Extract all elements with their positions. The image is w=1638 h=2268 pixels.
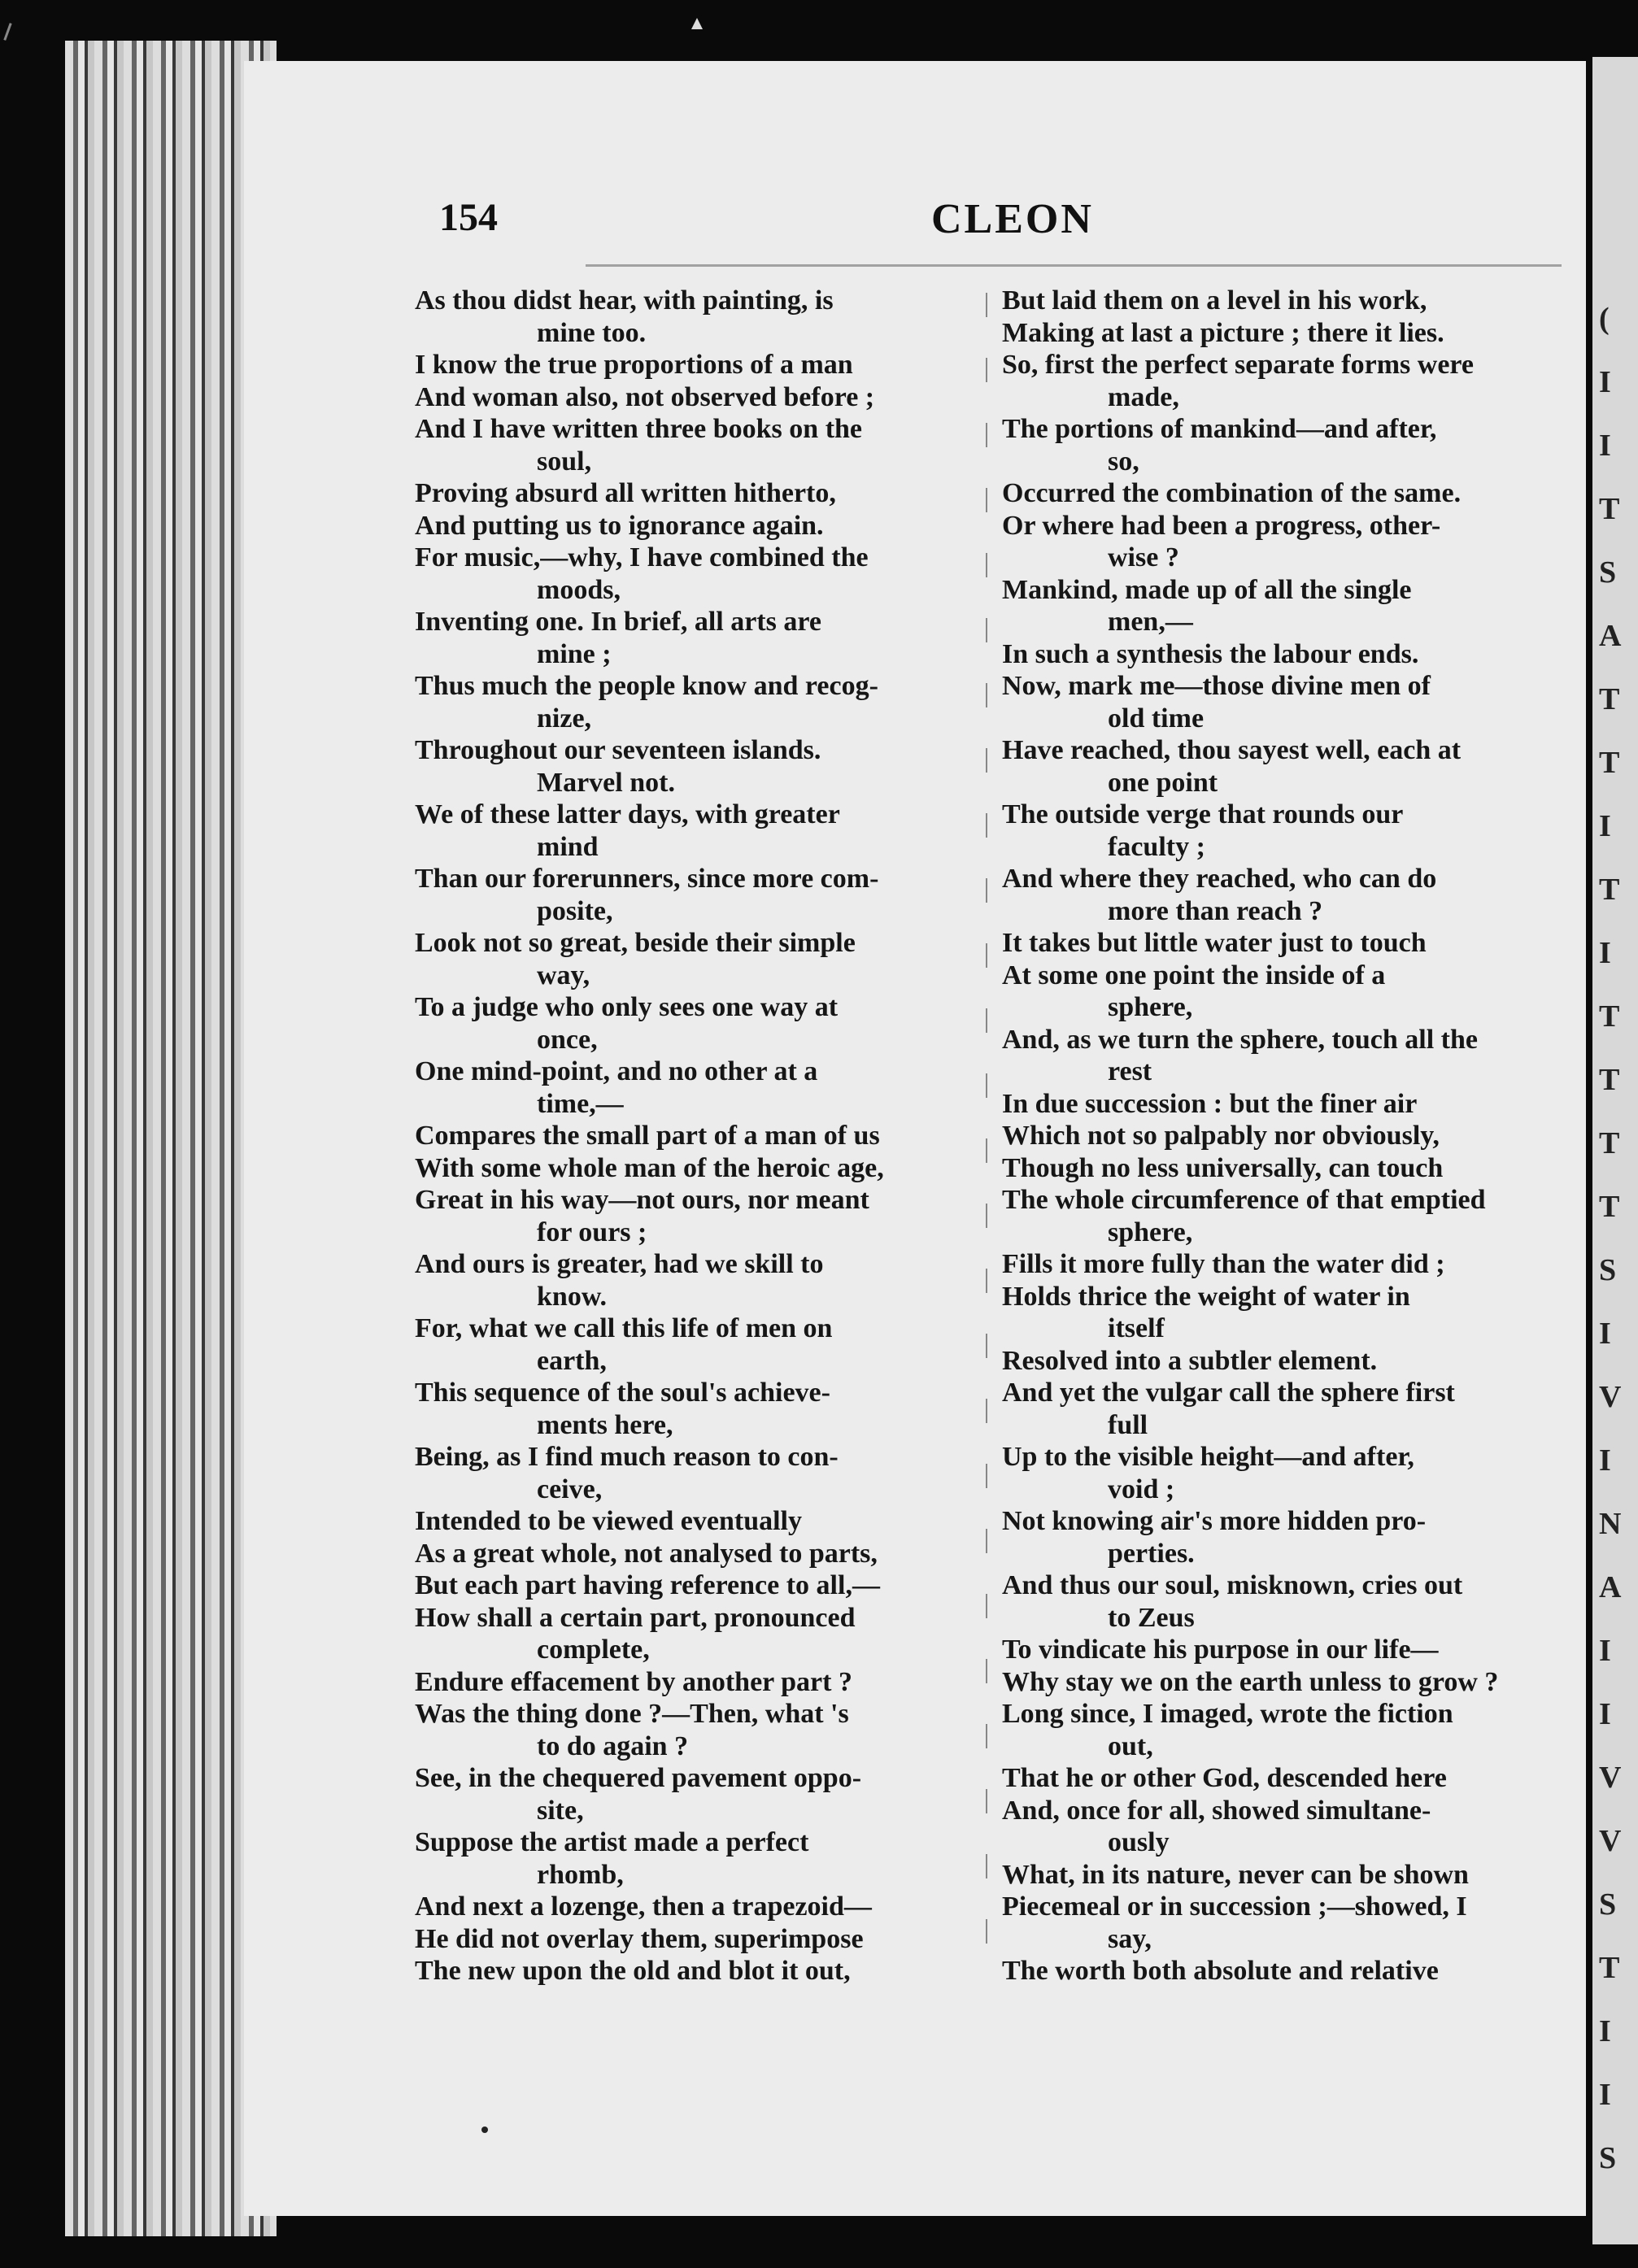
verse-line: Intended to be viewed eventually bbox=[415, 1506, 802, 1536]
verse-line: Suppose the artist made a perfect bbox=[415, 1827, 809, 1857]
verse-line: How shall a certain part, pronounced bbox=[415, 1602, 856, 1633]
verse-line: more than reach ? bbox=[1108, 895, 1323, 926]
verse-line: rhomb, bbox=[537, 1859, 624, 1890]
verse-line: old time bbox=[1108, 703, 1205, 734]
column-divider bbox=[986, 293, 987, 1968]
verse-line: soul, bbox=[537, 446, 592, 477]
verse-line: ceive, bbox=[537, 1474, 603, 1504]
edge-character: S bbox=[1599, 555, 1617, 590]
verse-line: What, in its nature, never can be shown bbox=[1002, 1859, 1469, 1890]
verse-line: And next a lozenge, then a trapezoid— bbox=[415, 1891, 872, 1922]
verse-line: rest bbox=[1108, 1056, 1152, 1086]
verse-line: With some whole man of the heroic age, bbox=[415, 1152, 884, 1183]
verse-line: And, as we turn the sphere, touch all the bbox=[1002, 1024, 1478, 1055]
verse-line: Holds thrice the weight of water in bbox=[1002, 1281, 1410, 1312]
verse-line: earth, bbox=[537, 1345, 607, 1376]
verse-line: Fills it more fully than the water did ; bbox=[1002, 1249, 1445, 1279]
verse-line: And, once for all, showed simultane- bbox=[1002, 1795, 1431, 1826]
edge-character: T bbox=[1599, 1126, 1620, 1160]
verse-line: And putting us to ignorance again. bbox=[415, 510, 824, 541]
verse-line: know. bbox=[537, 1281, 607, 1312]
edge-character: ( bbox=[1599, 302, 1610, 336]
edge-character: I bbox=[1599, 1317, 1611, 1351]
verse-line: men,— bbox=[1108, 607, 1193, 637]
verse-line: Compares the small part of a man of us bbox=[415, 1121, 880, 1151]
verse-line: As thou didst hear, with painting, is bbox=[415, 285, 834, 316]
verse-line: Though no less universally, can touch bbox=[1002, 1152, 1444, 1183]
verse-line: Proving absurd all written hitherto, bbox=[415, 478, 836, 508]
edge-character: V bbox=[1599, 1824, 1622, 1858]
corner-mark bbox=[3, 23, 11, 41]
verse-line: We of these latter days, with greater bbox=[415, 799, 840, 829]
verse-line: The new upon the old and blot it out, bbox=[415, 1956, 851, 1986]
verse-line: Mankind, made up of all the single bbox=[1002, 574, 1412, 605]
verse-line: Than our forerunners, since more com- bbox=[415, 864, 879, 894]
verse-line: made, bbox=[1108, 381, 1179, 412]
verse-line: Was the thing done ?—Then, what 's bbox=[415, 1699, 849, 1729]
verse-line: way, bbox=[537, 960, 590, 990]
verse-line: ously bbox=[1108, 1827, 1170, 1857]
verse-line: one point bbox=[1108, 767, 1218, 798]
edge-character: T bbox=[1599, 1190, 1620, 1224]
verse-line: To a judge who only sees one way at bbox=[415, 992, 839, 1022]
verse-line: And where they reached, who can do bbox=[1002, 864, 1437, 894]
verse-line: See, in the chequered pavement oppo- bbox=[415, 1763, 862, 1793]
verse-line: mine too. bbox=[537, 317, 647, 348]
edge-character: T bbox=[1599, 682, 1620, 716]
verse-line: wise ? bbox=[1108, 542, 1179, 572]
verse-line: Throughout our seventeen islands. bbox=[415, 735, 821, 765]
edge-character: I bbox=[1599, 429, 1611, 463]
verse-line: mind bbox=[537, 831, 599, 862]
verse-line: Why stay we on the earth unless to grow ? bbox=[1002, 1666, 1499, 1697]
edge-character: I bbox=[1599, 1697, 1611, 1731]
verse-line: For music,—why, I have combined the bbox=[415, 542, 869, 572]
edge-character: T bbox=[1599, 1063, 1620, 1097]
edge-character: S bbox=[1599, 1253, 1617, 1287]
verse-line: once, bbox=[537, 1024, 598, 1055]
verse-line: The outside verge that rounds our bbox=[1002, 799, 1404, 829]
verse-line: Up to the visible height—and after, bbox=[1002, 1442, 1414, 1472]
verse-line: Great in his way—not ours, nor meant bbox=[415, 1185, 869, 1215]
verse-line: Now, mark me—those divine men of bbox=[1002, 671, 1431, 701]
edge-character: N bbox=[1599, 1507, 1622, 1541]
verse-line: Being, as I find much reason to con- bbox=[415, 1442, 839, 1472]
verse-line: Long since, I imaged, wrote the fiction bbox=[1002, 1699, 1453, 1729]
verse-line: For, what we call this life of men on bbox=[415, 1313, 833, 1343]
verse-line: to do again ? bbox=[537, 1730, 689, 1761]
verse-line: Making at last a picture ; there it lies. bbox=[1002, 317, 1444, 348]
verse-line: In such a synthesis the labour ends. bbox=[1002, 638, 1419, 669]
verse-line: And ours is greater, had we skill to bbox=[415, 1249, 824, 1279]
verse-line: The whole circumference of that emptied bbox=[1002, 1185, 1486, 1215]
verse-line: posite, bbox=[537, 895, 613, 926]
edge-character: I bbox=[1599, 936, 1611, 970]
verse-line: mine ; bbox=[537, 638, 612, 669]
verse-line: Have reached, thou sayest well, each at bbox=[1002, 735, 1462, 765]
verse-line: The portions of mankind—and after, bbox=[1002, 414, 1437, 444]
verse-line: Or where had been a progress, other- bbox=[1002, 510, 1441, 541]
edge-character: I bbox=[1599, 809, 1611, 843]
verse-line: for ours ; bbox=[537, 1217, 647, 1247]
edge-character: I bbox=[1599, 365, 1611, 399]
verse-line: Look not so great, beside their simple bbox=[415, 928, 856, 958]
edge-character: T bbox=[1599, 999, 1620, 1034]
left-text-column bbox=[415, 285, 984, 1987]
right-text-column bbox=[1002, 285, 1555, 1987]
verse-line: time,— bbox=[537, 1088, 624, 1119]
page-number: 154 bbox=[439, 196, 498, 239]
verse-line: faculty ; bbox=[1108, 831, 1205, 862]
verse-line: And woman also, not observed before ; bbox=[415, 381, 875, 412]
verse-line: As a great whole, not analysed to parts, bbox=[415, 1538, 878, 1569]
edge-character: S bbox=[1599, 2141, 1617, 2175]
verse-line: At some one point the inside of a bbox=[1002, 960, 1386, 990]
next-page-edge bbox=[1592, 57, 1638, 2244]
verse-line: So, first the perfect separate forms were bbox=[1002, 350, 1474, 380]
verse-line: And yet the vulgar call the sphere first bbox=[1002, 1378, 1455, 1408]
verse-line: Not knowing air's more hidden pro- bbox=[1002, 1506, 1427, 1536]
edge-character: I bbox=[1599, 2014, 1611, 2048]
edge-character: A bbox=[1599, 1570, 1622, 1604]
verse-line: Endure effacement by another part ? bbox=[415, 1666, 852, 1697]
verse-line: And thus our soul, misknown, cries out bbox=[1002, 1570, 1463, 1600]
top-mark bbox=[691, 18, 703, 29]
verse-line: say, bbox=[1108, 1923, 1152, 1954]
verse-line: In due succession : but the finer air bbox=[1002, 1088, 1418, 1119]
edge-character: T bbox=[1599, 1951, 1620, 1985]
verse-line: That he or other God, descended here bbox=[1002, 1763, 1447, 1793]
verse-line: complete, bbox=[537, 1635, 650, 1665]
verse-line: It takes but little water just to touch bbox=[1002, 928, 1427, 958]
verse-line: But laid them on a level in his work, bbox=[1002, 285, 1427, 316]
verse-line: sphere, bbox=[1108, 1217, 1193, 1247]
verse-line: To vindicate his purpose in our life— bbox=[1002, 1635, 1439, 1665]
verse-line: Occurred the combination of the same. bbox=[1002, 478, 1462, 508]
verse-line: The worth both absolute and relative bbox=[1002, 1956, 1439, 1986]
verse-line: to Zeus bbox=[1108, 1602, 1195, 1633]
verse-line: perties. bbox=[1108, 1538, 1195, 1569]
verse-line: Thus much the people know and recog- bbox=[415, 671, 878, 701]
edge-character: I bbox=[1599, 1443, 1611, 1478]
edge-character: I bbox=[1599, 1634, 1611, 1668]
edge-character: V bbox=[1599, 1380, 1622, 1414]
verse-line: Which not so palpably nor obviously, bbox=[1002, 1121, 1440, 1151]
verse-line: This sequence of the soul's achieve- bbox=[415, 1378, 830, 1408]
verse-line: But each part having reference to all,— bbox=[415, 1570, 880, 1600]
verse-line: full bbox=[1108, 1409, 1148, 1440]
edge-character: A bbox=[1599, 619, 1622, 653]
verse-line: Piecemeal or in succession ;—showed, I bbox=[1002, 1891, 1467, 1922]
verse-line: Inventing one. In brief, all arts are bbox=[415, 607, 821, 637]
header-rule bbox=[586, 264, 1562, 267]
verse-line: Resolved into a subtler element. bbox=[1002, 1345, 1378, 1376]
verse-line: And I have written three books on the bbox=[415, 414, 863, 444]
verse-line: moods, bbox=[537, 574, 621, 605]
edge-character: V bbox=[1599, 1761, 1622, 1795]
verse-line: so, bbox=[1108, 446, 1139, 477]
verse-line: I know the true proportions of a man bbox=[415, 350, 853, 380]
verse-line: itself bbox=[1108, 1313, 1165, 1343]
edge-character: T bbox=[1599, 492, 1620, 526]
edge-character: S bbox=[1599, 1887, 1617, 1922]
edge-character: T bbox=[1599, 746, 1620, 780]
verse-line: sphere, bbox=[1108, 992, 1193, 1022]
verse-line: One mind-point, and no other at a bbox=[415, 1056, 818, 1086]
verse-line: ments here, bbox=[537, 1409, 673, 1440]
ink-dot bbox=[481, 2127, 488, 2133]
verse-line: site, bbox=[537, 1795, 584, 1826]
verse-line: out, bbox=[1108, 1730, 1153, 1761]
verse-line: void ; bbox=[1108, 1474, 1175, 1504]
verse-line: nize, bbox=[537, 703, 592, 734]
page-title: CLEON bbox=[931, 196, 1094, 242]
edge-character: T bbox=[1599, 873, 1620, 907]
edge-character: I bbox=[1599, 2078, 1611, 2112]
verse-line: Marvel not. bbox=[537, 767, 675, 798]
verse-line: He did not overlay them, superimpose bbox=[415, 1923, 864, 1954]
